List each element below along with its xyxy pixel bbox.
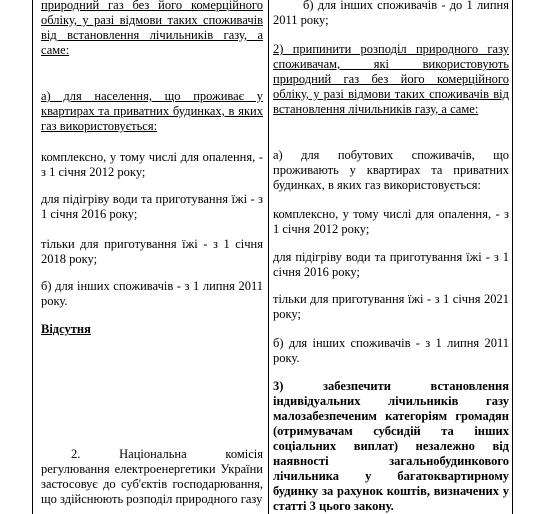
right-paragraph-1: б) для інших споживачів - до 1 липня 2011 року; — [273, 0, 509, 27]
table-border-middle — [268, 0, 269, 514]
right-paragraph-5: для підігріву води та приготування їжі - з 1 січня 2016 року; — [273, 250, 509, 279]
table-border-right — [512, 0, 513, 514]
right-paragraph-6: тільки для приготування їжі - з 1 січня 2021 року; — [273, 292, 509, 321]
left-paragraph-1: природний газ без його комерційного обліку, у разі відмови таких споживачів від встановлення лічильників газу, а саме: — [41, 0, 263, 57]
right-column — [273, 0, 509, 514]
left-paragraph-4: для підігріву води та приготування їжі - з 1 січня 2016 року; — [41, 192, 263, 221]
left-paragraph-6: б) для інших споживачів - з 1 липня 2011 року. — [41, 279, 263, 308]
left-column — [41, 0, 263, 514]
right-paragraph-2: 2) припинити розподіл природного газу споживачам, які використовують природний газ без його комерційного обліку, у разі відмови таких споживачів від встановлення лічильників газу, а саме: — [273, 42, 509, 116]
right-paragraph-4: комплексно, у тому числі для опалення, - з 1 січня 2012 року; — [273, 207, 509, 236]
right-paragraph-8: 3) забезпечити встановлення індивідуальних лічильників газу малозабезпеченим категоріям громадян (отримувачам субсидій та інших соціальних виплат) незалежно від наявності загальнобудинкового лічильника у багатоквартирному будинку за рахунок коштів, визначених у статті 3 цього закону. — [273, 379, 509, 513]
table-border-left — [32, 0, 33, 514]
left-paragraph-5: тільки для приготування їжі - з 1 січня 2018 року; — [41, 237, 263, 266]
left-paragraph-7: Відсутня — [41, 322, 91, 336]
right-paragraph-3: а) для побутових споживачів, що проживають у квартирах та приватних будинках, в яких газ використовується: — [273, 148, 509, 192]
left-paragraph-3: комплексно, у тому числі для опалення, - з 1 січня 2012 року; — [41, 150, 263, 179]
left-paragraph-8: 2. Національна комісія регулювання електроенергетики України застосовує до суб'єктів господарювання, що здійснюють розподіл природного газу — [41, 447, 263, 506]
left-paragraph-2: а) для населення, що проживає у квартирах та приватних будинках, в яких газ використовується: — [41, 89, 263, 133]
right-paragraph-7: б) для інших споживачів - з 1 липня 2011 року. — [273, 336, 509, 365]
